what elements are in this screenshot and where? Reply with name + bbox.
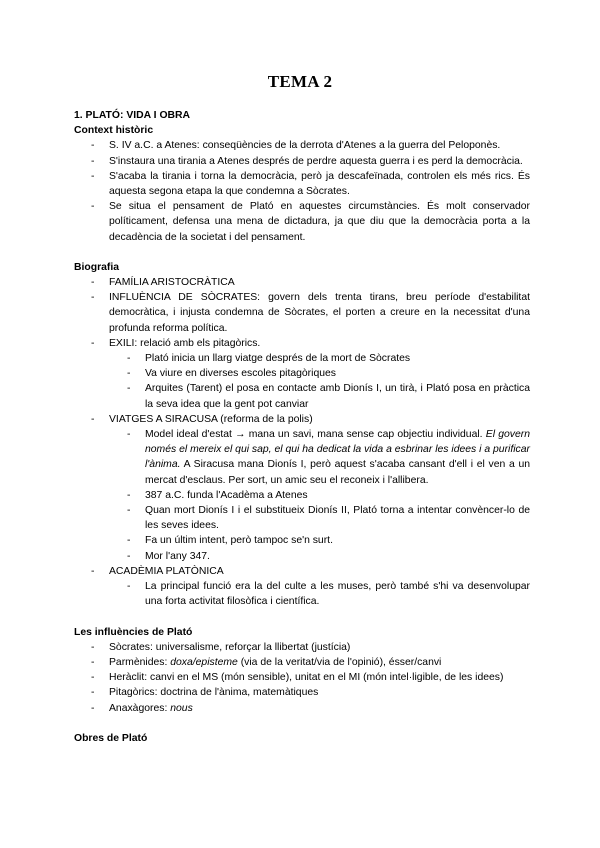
list-item: - Pitagòrics: doctrina de l'ànima, matemàtiques: [74, 685, 530, 700]
list-item: - S'instaura una tirania a Atenes després de perdre aquesta guerra i es perd la democràcia.: [74, 154, 530, 169]
sub-list-item-model: [109, 427, 530, 488]
anaxagores-label: Anaxàgores:: [109, 702, 171, 714]
sub-list-item: - Fa un últim intent, però tampoc se'n surt.: [109, 533, 530, 548]
sub-list-item: - Plató inicia un llarg viatge després de la mort de Sòcrates: [109, 351, 530, 366]
sub-list-item: - Arquites (Tarent) el posa en contacte amb Dionís I, un tirà, i Plató posa en pràctica la seva idea que la gent pot canviar: [109, 381, 530, 411]
parmenides-term: doxa/episteme: [170, 656, 238, 668]
model-rest: A Siracusa mana Dionís I, però aquest s'acaba cansant d'ell i el ven a un mercat d'esclaus. Per sort, un amic seu el reconeix i l'allibera.: [145, 459, 530, 486]
exili-label: EXILI: relació amb els pitagòrics.: [109, 337, 261, 349]
list-item: - Heràclit: canvi en el MS (món sensible), unitat en el MI (món intel·ligible, de les idees): [74, 670, 530, 685]
sub-list-item: - Va viure en diverses escoles pitagòriques: [109, 366, 530, 381]
list-item: - S'acaba la tirania i torna la democràcia, però ja descafeïnada, controlen els més rics. És aquesta segona etapa la que condemna a Sòcrates.: [74, 169, 530, 199]
academia-label: ACADÈMIA PLATÒNICA: [109, 565, 224, 577]
sub-list-item: - Mor l'any 347.: [109, 549, 530, 564]
page-title: TEMA 2: [267, 72, 333, 91]
list-item: - Se situa el pensament de Plató en aquestes circumstàncies. És molt conservador políticament, defensa una mena de dictadura, ja que diu que la democràcia porta a la decadència de la societat i del pensament.: [74, 199, 530, 245]
list-item: - Sòcrates: universalisme, reforçar la llibertat (justícia): [74, 640, 530, 655]
sub-list-item: - La principal funció era la del culte a les muses, però també s'hi va desenvolupar una forta activitat filosòfica i científica.: [109, 579, 530, 609]
list-item: - S. IV a.C. a Atenes: conseqüències de la derrota d'Atenes a la guerra del Peloponès.: [74, 138, 530, 153]
viatges-label: VIATGES A SIRACUSA (reforma de la polis): [109, 413, 313, 425]
list-item: - INFLUÈNCIA DE SÒCRATES: govern dels trenta tirans, breu període d'estabilitat democràtica, i injusta condemna de Sòcrates, el porten a creure en la necessitat d'una profunda reforma política.: [74, 290, 530, 336]
exili-sublist: [109, 351, 530, 412]
document-body: [74, 108, 530, 746]
academia-sublist: [109, 579, 530, 609]
list-item-exili: [74, 336, 530, 412]
sub-list-item: - Quan mort Dionís I i el substitueix Dionís II, Plató torna a intentar convèncer-lo de les seves idees.: [109, 503, 530, 533]
sub-list-item: - 387 a.C. funda l'Acadèma a Atenes: [109, 488, 530, 503]
context-heading: Context històric: [74, 125, 154, 137]
obres-heading: Obres de Plató: [74, 732, 148, 744]
influencies-heading: Les influències de Plató: [74, 626, 193, 638]
list-item: - FAMÍLIA ARISTOCRÀTICA: [74, 275, 530, 290]
anaxagores-term: nous: [170, 702, 193, 714]
biografia-heading: Biografia: [74, 261, 120, 273]
parmenides-rest: (via de la veritat/via de l'opinió), ésser/canvi: [237, 656, 442, 668]
list-item-academia: [74, 564, 530, 610]
model-intro: Model ideal d'estat → mana un savi, mana sense cap objectiu individual.: [145, 429, 486, 441]
list-item-parmenides: [74, 655, 530, 670]
model-quote: El govern només el mereix el qui sap, el qui ha dedicat la vida a esbrinar les idees i a purificar l'ànima.: [145, 429, 530, 471]
list-item-anaxagores: [74, 701, 530, 716]
parmenides-label: Parmènides:: [109, 656, 171, 668]
influencies-list: [74, 640, 530, 716]
list-item-viatges: [74, 412, 530, 564]
biografia-list: [74, 275, 530, 609]
context-list: [74, 138, 530, 244]
section-heading: 1. PLATÓ: VIDA I OBRA: [74, 110, 191, 121]
viatges-sublist: [109, 427, 530, 564]
